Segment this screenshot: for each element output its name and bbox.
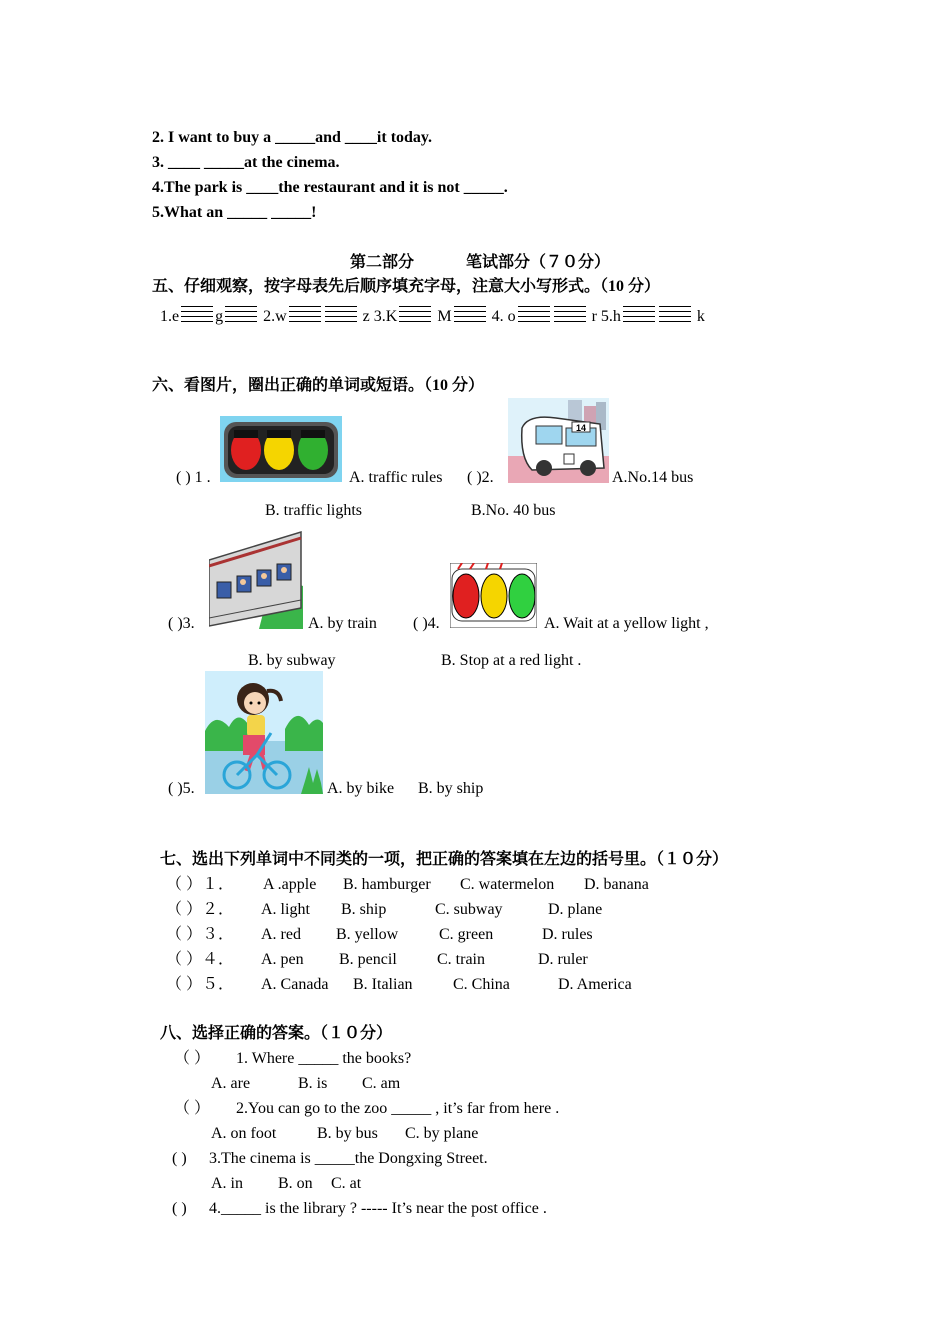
q3-number: ( )3. xyxy=(168,615,195,632)
bike-girl-icon xyxy=(205,671,323,794)
question-text: The park is ____the restaurant and it is not _____. xyxy=(164,179,508,196)
listening-line-2 xyxy=(152,128,432,148)
question-number: 3. xyxy=(152,154,164,171)
question-number: 4. xyxy=(152,179,164,196)
letter: 1.e xyxy=(160,308,180,325)
four-line-blank[interactable] xyxy=(225,306,257,324)
option-c[interactable]: C. at xyxy=(331,1175,362,1192)
letter: r xyxy=(591,308,597,325)
question-number: 5. xyxy=(152,204,164,221)
traffic-light-icon xyxy=(450,563,537,628)
four-line-blank[interactable] xyxy=(399,306,431,324)
question-text: 2.You can go to the zoo _____ , it’s far from here . xyxy=(236,1100,560,1117)
option-d[interactable]: D. rules xyxy=(542,926,593,943)
letter: 2.w xyxy=(263,308,287,325)
letter: M xyxy=(437,308,452,325)
option-a[interactable]: A. on foot xyxy=(211,1125,277,1142)
q1-number: ( ) 1 . xyxy=(176,469,211,486)
four-line-blank[interactable] xyxy=(518,306,550,324)
q4-option-b[interactable]: B. Stop at a red light . xyxy=(441,652,582,669)
q1-option-b[interactable]: B. traffic lights xyxy=(265,502,363,519)
q4-option-a[interactable]: A. Wait at a yellow light , xyxy=(544,615,709,632)
option-a[interactable]: A. light xyxy=(261,901,310,918)
option-b[interactable]: B. ship xyxy=(341,901,387,918)
option-d[interactable]: D. ruler xyxy=(538,951,588,968)
answer-paren[interactable]: （ ）４． xyxy=(166,951,235,968)
option-c[interactable]: C. green xyxy=(439,926,494,943)
option-b[interactable]: B. hamburger xyxy=(343,876,431,893)
option-b[interactable]: B. yellow xyxy=(336,926,399,943)
option-a[interactable]: A .apple xyxy=(263,876,317,893)
option-a[interactable]: A. pen xyxy=(261,951,304,968)
answer-paren[interactable]: （ ）３． xyxy=(166,926,235,943)
option-c[interactable]: C. am xyxy=(362,1075,401,1092)
four-line-blank[interactable] xyxy=(659,306,691,324)
letter: g xyxy=(215,308,224,325)
option-a[interactable]: A. are xyxy=(211,1075,251,1092)
answer-paren[interactable]: ( ) xyxy=(172,1150,187,1167)
listening-line-5 xyxy=(152,203,316,223)
option-d[interactable]: D. banana xyxy=(584,876,649,893)
four-line-blank[interactable] xyxy=(181,306,213,324)
section5-title: 五、仔细观察，按字母表先后顺序填充字母，注意大小写形式。（10 分） xyxy=(152,278,661,295)
alphabet-row xyxy=(160,307,705,327)
answer-paren[interactable]: （ ） xyxy=(174,1100,211,1117)
listening-line-4 xyxy=(152,178,508,198)
listening-line-3 xyxy=(152,153,340,173)
option-c[interactable]: C. watermelon xyxy=(460,876,555,893)
option-c[interactable]: C. China xyxy=(453,976,510,993)
q1-option-a[interactable]: A. traffic rules xyxy=(349,469,443,486)
q2-option-a[interactable]: A.No.14 bus xyxy=(612,469,694,486)
question-text: ____ _____at the cinema. xyxy=(164,154,340,171)
q3-option-b[interactable]: B. by subway xyxy=(248,652,336,669)
answer-paren[interactable]: （ ）５． xyxy=(166,976,235,993)
part-title: 第二部分 xyxy=(350,254,415,271)
q5-number: ( )5. xyxy=(168,780,195,797)
section7-title: 七、选出下列单词中不同类的一项，把正确的答案填在左边的括号里。（１０分） xyxy=(160,851,729,868)
four-line-blank[interactable] xyxy=(554,306,586,324)
question-text: 4._____ is the library ? ----- It’s near the post office . xyxy=(209,1200,547,1217)
question-text: 3.The cinema is _____the Dongxing Street. xyxy=(209,1150,488,1167)
bus-number: 14 xyxy=(575,423,587,433)
letter: 3.K xyxy=(373,308,398,325)
traffic-light-icon xyxy=(220,416,342,482)
option-b[interactable]: B. Italian xyxy=(353,976,413,993)
option-c[interactable]: C. by plane xyxy=(405,1125,479,1142)
letter: 4. o xyxy=(491,308,516,325)
answer-paren[interactable]: （ ）１． xyxy=(166,876,235,893)
letter: z xyxy=(362,308,370,325)
option-d[interactable]: D. plane xyxy=(548,901,603,918)
four-line-blank[interactable] xyxy=(325,306,357,324)
answer-paren[interactable]: ( ) xyxy=(172,1200,187,1217)
option-b[interactable]: B. pencil xyxy=(339,951,397,968)
bus-icon xyxy=(508,398,609,483)
four-line-blank[interactable] xyxy=(454,306,486,324)
option-b[interactable]: B. is xyxy=(298,1075,328,1092)
question-text: What an _____ _____! xyxy=(164,204,317,221)
option-b[interactable]: B. by bus xyxy=(317,1125,378,1142)
section6-title: 六、看图片，圈出正确的单词或短语。（10 分） xyxy=(152,377,485,394)
question-text: I want to buy a _____and ____it today. xyxy=(164,129,433,146)
answer-paren[interactable]: （ ） xyxy=(174,1050,211,1067)
part-subtitle: 笔试部分（７０分） xyxy=(466,254,611,271)
train-icon xyxy=(209,530,303,629)
q2-number: ( )2. xyxy=(467,469,494,486)
answer-paren[interactable]: （ ）２． xyxy=(166,901,235,918)
question-text: 1. Where _____ the books? xyxy=(236,1050,412,1067)
four-line-blank[interactable] xyxy=(289,306,321,324)
option-a[interactable]: A. Canada xyxy=(261,976,329,993)
q2-option-b[interactable]: B.No. 40 bus xyxy=(471,502,556,519)
q5-option-a[interactable]: A. by bike xyxy=(327,780,395,797)
q3-option-a[interactable]: A. by train xyxy=(308,615,377,632)
letter: k xyxy=(696,308,705,325)
option-b[interactable]: B. on xyxy=(278,1175,313,1192)
option-a[interactable]: A. in xyxy=(211,1175,243,1192)
option-a[interactable]: A. red xyxy=(261,926,301,943)
q4-number: ( )4. xyxy=(413,615,440,632)
option-c[interactable]: C. train xyxy=(437,951,485,968)
four-line-blank[interactable] xyxy=(623,306,655,324)
letter: 5.h xyxy=(600,308,621,325)
question-number: 2. xyxy=(152,129,164,146)
option-d[interactable]: D. America xyxy=(558,976,632,993)
q5-option-b[interactable]: B. by ship xyxy=(418,780,484,797)
section8-title: 八、选择正确的答案。（１０分） xyxy=(160,1025,393,1042)
option-c[interactable]: C. subway xyxy=(435,901,503,918)
